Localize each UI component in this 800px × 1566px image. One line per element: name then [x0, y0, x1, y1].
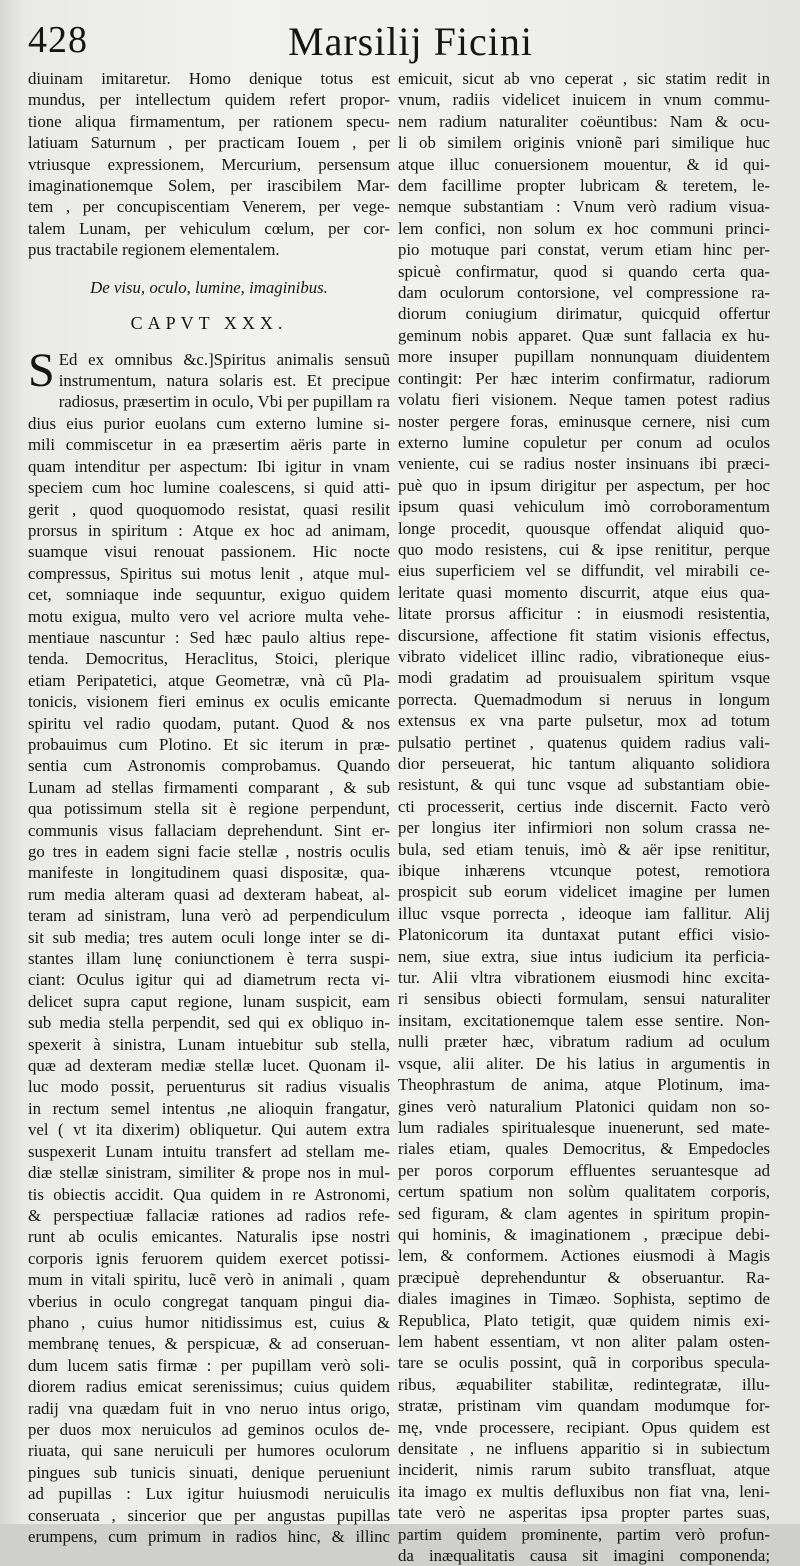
text-line: stantes illam lunę coniunctionem è terra suspi-	[28, 949, 390, 969]
text-line: diuinam imitaretur. Homo denique totus est	[28, 69, 390, 88]
text-line: insitam, excitationemque talem esse sentire. Non-	[398, 1010, 770, 1030]
text-line: lem confici, non solum ex hoc communi princi-	[398, 218, 770, 238]
text-line: tis obiectis accidit. Qua quidem in re Astronomi,	[28, 1184, 390, 1204]
text-line: dior perseuerat, hic tantum aliquanto solidiora	[398, 754, 770, 773]
section-subheading: De visu, oculo, lumine, imaginibus.	[90, 277, 328, 297]
text-line: conseruata , sincerior que per angustas pupillas	[28, 1505, 390, 1525]
text-line: spexerit à sinistra, Lunam intuebitur sub stella,	[28, 1034, 390, 1054]
text-line: cet, somniaque inde sequuntur, exiguo quidem	[28, 585, 390, 605]
text-line: per poros corporum effluentes seruantesque ad	[398, 1160, 770, 1180]
text-line: phano , cuius humor nitidissimus est, cuius &	[28, 1312, 390, 1332]
text-line: nem, siue extra, siue intus iudicium ita perficia-	[398, 946, 770, 966]
text-line: dius eius purior euolans cum externo lumine si-	[28, 413, 390, 433]
text-line: mentiaue nascuntur : Sed hæc paulo altius repe-	[28, 627, 390, 647]
text-line: pingues sub tunicis sinuati, denique perueniunt	[28, 1462, 390, 1482]
text-line: teram ad sinistram, luna verò ad perpendiculum	[28, 906, 390, 926]
text-line: li ob similem originis vnionẽ pari similique huc	[398, 133, 770, 153]
text-line: externo lumine copuletur per conum ad oculos	[398, 432, 770, 452]
text-line: certum spatium non solùm qualitatem corporis,	[398, 1182, 770, 1202]
text-line: diales imagines in Timæo. Sophista, septimo de	[398, 1289, 770, 1309]
text-line: sed figuram, & clam agentes in spiritum propin-	[398, 1203, 770, 1223]
text-line: vsque, alii aliter. De his latius in argumentis in	[398, 1053, 770, 1073]
text-line: longe procedit, quousque offendat aliquid quo-	[398, 518, 770, 538]
text-line: pio motuque pari constat, verum etiam hinc per-	[398, 240, 770, 260]
text-line: puè quo in ipsum dirigitur per aspectum, per hoc	[398, 475, 770, 495]
text-line: runt ab oculis emicantes. Naturalis ipse nostri	[28, 1227, 390, 1247]
text-line: gerit , quod quoquomodo resistat, quasi resilit	[28, 499, 390, 519]
text-line: radij vna quædam fuit in vno neruo intus origo,	[28, 1398, 390, 1418]
text-line: sit sub media; tres autem oculi longe inter se di-	[28, 927, 390, 947]
text-line: quæ ad dexteram mediæ stellæ lucet. Quonam il-	[28, 1056, 390, 1076]
text-line: delicet supra caput regione, lunam suspicit, eam	[28, 991, 390, 1011]
text-line: pus tractabile regionem elementalem.	[28, 240, 280, 260]
text-line: vnum, radiis videlicet inuicem in vnum commu-	[398, 90, 770, 110]
text-line: vel ( vt ita dixerim) obliquetur. Qui autem extra	[28, 1120, 390, 1140]
text-line: porrecta. Quemadmodum si neruus in longum	[398, 689, 770, 709]
text-line: inciderit, nimis rarum subito transfluat, atque	[398, 1460, 770, 1480]
text-line: suamque visui renouat passionem. Hic nocte	[28, 542, 390, 562]
text-line: vibrato videlicet illinc radio, vibrationeque eius-	[398, 646, 770, 666]
text-line: per duos mox neruiculos ad geminos oculos de-	[28, 1419, 390, 1439]
text-line: talem Lunam, per vehiculum cœlum, per cor-	[28, 218, 390, 238]
text-line: corporis ignis feruorem quidem exercet potissi-	[28, 1248, 390, 1268]
text-line: leritate quasi momento discurrit, atque eius qua-	[398, 582, 770, 602]
text-line: mili commiscetur in ea præsertim aëris parte in	[28, 435, 390, 455]
text-line: vberius in oculo congregat tanquam pingui dia-	[28, 1291, 390, 1311]
text-line: tione aliqua firmamentum, per rationem specu-	[28, 111, 390, 131]
text-line: go tres in eadem signi facie stellæ , nostris oculis	[28, 842, 390, 861]
text-line: tur. Alii vltra vibrationem eiusmodi hinc excita-	[398, 968, 770, 988]
text-line: tem , per concupiscentiam Venerem, per vege-	[28, 197, 390, 217]
text-line: noster pergere foras, eminusque cernere, nisi cum	[398, 411, 770, 431]
text-line: sub media stella perpendit, sed qui ex obliquo in-	[28, 1013, 390, 1033]
text-line: qua potissimum stella sit è regione perpendunt,	[28, 799, 390, 819]
text-line: ri sensibus obiecti formulam, sensui naturaliter	[398, 989, 770, 1009]
page-header	[28, 18, 760, 68]
text-line: & perspectiuæ fallaciæ rationes ad radios refe-	[28, 1205, 390, 1225]
text-line: nulli præter hæc, vibratum radium ad oculum	[398, 1032, 770, 1052]
text-line: discursione, affectione fit statim visionis effectus,	[398, 625, 770, 645]
text-line: diæ stellæ sinistram, similiter & prope nos in mul-	[28, 1163, 390, 1183]
text-line: radiosus, præsertim in oculo, Vbi per pupillam ra	[58, 392, 390, 412]
text-line: Ed ex omnibus &c.]Spiritus animalis sensuũ	[58, 349, 390, 369]
text-line: diorem radius emicat serenissimus; cuius quidem	[28, 1377, 390, 1397]
text-line: partim quidem prominente, partim verò profun-	[398, 1524, 770, 1544]
page-number: 428	[28, 19, 88, 61]
text-line: in rectum semel intentus ,ne alioquin frangatur,	[28, 1098, 390, 1118]
right-column	[398, 68, 770, 1566]
text-line: ipsum quasi vehiculum imò corroboramentum	[398, 497, 770, 517]
text-line: dam oculorum contorsione, vel compressione ra-	[398, 283, 770, 303]
text-line: stratæ, pristinam vim quandam modumque for-	[398, 1396, 770, 1416]
text-line: nem radium naturaliter coëuntibus: Nam & ocu-	[398, 111, 770, 131]
text-line: rum media alteram quasi ad dexteram habeat, al-	[28, 884, 390, 904]
text-line: densitate , ne influens apparitio si in subiectum	[398, 1439, 770, 1458]
text-line: instrumentum, natura solaris est. Et precipue	[58, 371, 390, 391]
text-line: Theophrastum de anima, atque Plotinum, ima-	[398, 1075, 770, 1095]
text-line: tare se oculis possint, quã in corporibus specula-	[398, 1353, 770, 1373]
text-line: geminum nobis apparet. Quæ sunt fallacia ex hu-	[398, 325, 770, 345]
text-line: litate prorsus afficitur : in eiusmodi resistentia,	[398, 604, 770, 624]
text-line: atque illuc conuersionem mouentur, & id qui-	[398, 154, 770, 174]
text-line: spiritu vel radio quodam, putant. Quod & nos	[28, 713, 390, 733]
text-line: volatu fieri visionem. Neque tamen potest radius	[398, 390, 770, 410]
drop-cap: S	[28, 343, 55, 397]
text-line: contingit: Per hæc interim confirmatur, radiorum	[398, 368, 770, 388]
text-line: pulsatio pertinet , quatenus quidem radius vali-	[398, 732, 770, 752]
text-line: suspexerit Lunam intuitu transfert ad stellam me-	[28, 1141, 390, 1161]
text-line: ita imago ex multis defluxibus non fiat vna, leni-	[398, 1481, 770, 1501]
text-line: compressus, Spiritus sui motus lenit , atque mul-	[28, 563, 390, 583]
text-line: gines verò naturalium Platonici quidam non so-	[398, 1096, 770, 1116]
left-column	[28, 68, 390, 1547]
text-line: more insuper pupillam nonnunquam diuidentem	[398, 347, 770, 367]
text-line: lem, & conformem. Actiones eiusmodi à Magis	[398, 1246, 770, 1266]
text-line: emicuit, sicut ab vno ceperat , sic statim redit in	[398, 69, 770, 88]
text-line: Platonicorum ita duntaxat putant effici visio-	[398, 925, 770, 945]
text-line: prorsus in spiritum : Atque ex hoc ad animam,	[28, 520, 390, 540]
text-line: Lunam ad stellas firmamenti comparant , & sub	[28, 777, 390, 797]
text-line: motu exigua, multo vero vel acriore multa vehe-	[28, 606, 390, 626]
text-line: communis visus fallaciam deprehendunt. Sint er-	[28, 820, 390, 840]
text-line: ribus, æquabiliter stabilitæ, redintegratæ, illu-	[398, 1374, 770, 1394]
text-line: membranę tenues, & perspicuæ, & ad conseruan-	[28, 1334, 390, 1354]
text-line: luc modo possit, peruenturus sit radius visualis	[28, 1077, 390, 1097]
text-line: speciem cum hoc lumine coalescens, si quid atti-	[28, 478, 390, 498]
text-line: dem facillime propter lubricam & teretem, le-	[398, 176, 770, 196]
text-line: bula, sed etiam tenuis, imò & aër ipse renititur,	[398, 839, 770, 859]
text-line: imaginationemque Solem, per irascibilem Mar-	[28, 176, 390, 196]
running-title: Marsilij Ficini	[288, 19, 533, 64]
chapter-heading: CAPVT XXX.	[130, 312, 288, 333]
text-line: etiam Peripatetici, atque Geometræ, vnà cũ Pla-	[28, 670, 390, 690]
chapter-body	[28, 343, 390, 1548]
text-line: cti processerit, certius inde discernit. Facto verò	[398, 796, 770, 816]
text-line: per longius iter infirmiori non solum crassa ne-	[398, 818, 770, 838]
text-line: veniente, cui se radius noster insinuans ibi præci-	[398, 454, 770, 474]
text-line: sentia cum Astronomis comprobamus. Quando	[28, 756, 390, 776]
text-line: riuata, qui sane neruiculi per humores oculorum	[28, 1441, 390, 1461]
text-line: spicuè confirmatur, quod si quando certa qua-	[398, 261, 770, 281]
text-line: extensus ex vna parte pulsetur, mox ad totum	[398, 711, 770, 731]
text-line: eius superficiem vel se diffundit, vel mirabili ce-	[398, 561, 770, 581]
text-line: nemque substantiam : Vnum verò radium visua-	[398, 197, 770, 217]
text-line: tate verò ne asperitas ipsa propter partes suas,	[398, 1503, 770, 1523]
text-line: mundus, per intellectum quidem refert propor-	[28, 90, 390, 110]
text-line: ibique inhærens vtcunque potest, remotiora	[398, 861, 770, 881]
text-line: resistunt, & qui tunc vsque ad substantiam obie-	[398, 775, 770, 795]
text-line: quo modo resistens, cui & ipse renititur, perque	[398, 539, 770, 559]
text-line: erumpens, cum primum in radios hinc, & illinc	[28, 1527, 390, 1546]
text-line: riales etiam, quales Democritus, & Empedocles	[398, 1139, 770, 1159]
text-line: præcipuè deprehenduntur & obseruantur. Ra-	[398, 1267, 770, 1287]
text-line: probauimus cum Plotino. Et sic iterum in præ-	[28, 734, 390, 754]
text-line: lum radiales spiritualesque inuenerunt, sed mate-	[398, 1117, 770, 1137]
text-line: lem habent essentiam, vt non aliter palam osten-	[398, 1331, 770, 1351]
text-line: latiuam Saturnum , per practicam Iouem , per	[28, 133, 390, 153]
text-line: quam intenditur per aspectum: Ibi igitur in vnam	[28, 456, 390, 476]
text-line: dum lucem satis firmæ : per pupillam verò soli-	[28, 1355, 390, 1375]
text-line: ad pupillas : Lux igitur huiusmodi neruiculis	[28, 1484, 390, 1504]
text-line: mę, vnde processere, recipiant. Opus quidem est	[398, 1417, 770, 1437]
text-line: tenda. Democritus, Heraclitus, Stoici, plerique	[28, 649, 390, 669]
text-line: qui hominis, & imaginationem , præcipue debi-	[398, 1224, 770, 1244]
left-column-intro	[28, 68, 390, 261]
text-line: mum in vitali spiritu, lucẽ verò in animali , quam	[28, 1270, 390, 1290]
text-line: ciant: Oculus igitur qui ad diametrum recta vi-	[28, 970, 390, 990]
text-line: manifeste in longitudinem quasi dispositæ, qua-	[28, 863, 390, 883]
text-line: prospicit sub eorum videlicet imagine per lumen	[398, 882, 770, 902]
text-line: modi gradatim ad prouisualem spiritum vsque	[398, 668, 770, 688]
text-line: Republica, Plato tetigit, quæ quidem nimis exi-	[398, 1310, 770, 1330]
text-line: illuc vsque porrecta , ideoque iam fallitur. Alij	[398, 903, 770, 923]
right-column-text	[398, 68, 770, 1566]
text-line: diorum coniugium dirimatur, quicquid offertur	[398, 304, 770, 324]
text-line: vtriusque expressionem, Mercurium, persensum	[28, 154, 390, 174]
text-line: da inæqualitatis causa sit imagini componenda;	[398, 1546, 770, 1566]
text-line: tonicis, visionem fieri eminus ex oculis emicante	[28, 692, 390, 712]
